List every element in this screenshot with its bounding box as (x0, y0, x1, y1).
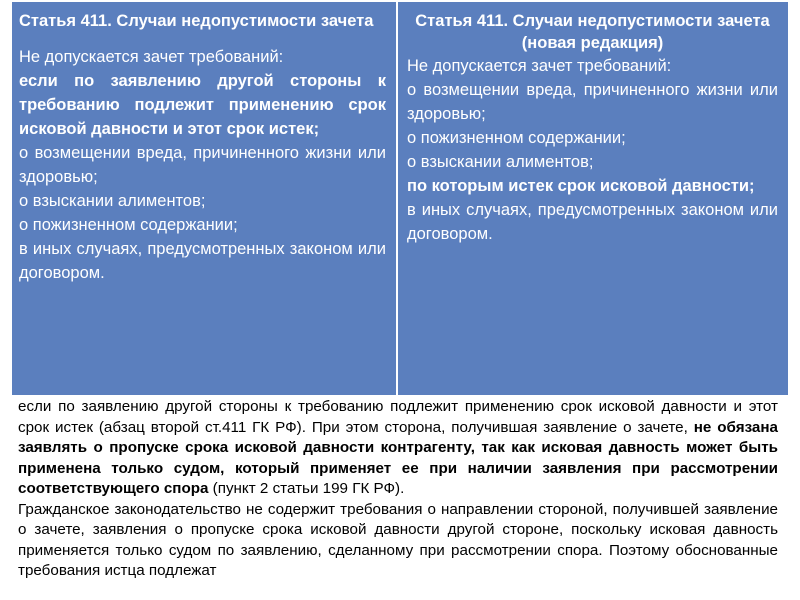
new-edition-column (398, 2, 788, 395)
p1-bold: не обязана заявлять о пропуске срока исковой давности контрагенту, так как исковая давность может быть применена только судом, который применяет ее при наличии заявления при рассмотрении соответствующего спора (18, 418, 779, 497)
explanation-text (18, 397, 778, 582)
p1-normal: если по заявлению другой стороны к требованию подлежит применению срок исковой давности и этот срок истек (абзац второй ст.411 ГК РФ). При этом сторона, получившая заявление о зачете, (18, 398, 778, 436)
new-article-title: Статья 411. Случаи недопустимости зачета (415, 12, 770, 30)
old-edition-column (12, 2, 398, 395)
new-item-alimony: о взыскании алиментов; (407, 153, 594, 171)
new-statute-clause: по которым истек срок исковой давности; (407, 177, 755, 195)
new-item-harm: о возмещении вреда, причиненного жизни или здоровью; (407, 81, 778, 123)
new-intro: Не допускается зачет требований: (407, 57, 672, 75)
old-item-harm: о возмещении вреда, причиненного жизни или здоровью; (19, 144, 386, 186)
p1-end: (пункт 2 статьи 199 ГК РФ). (208, 480, 405, 497)
new-item-other: в иных случаях, предусмотренных законом или договором. (407, 201, 778, 243)
old-item-maintenance: о пожизненном содержании; (19, 216, 238, 234)
explanation-paragraph-2: Гражданское законодательство не содержит требования о направлении стороной, получившей заявление о зачете, заявления о пропуске срока исковой давности другой стороне, поскольку исковая давность применяется только судом по заявлению, сделанному при рассмотрении спора. Поэтому обоснованные требования истца подлежат (18, 500, 778, 579)
old-item-other: в иных случаях, предусмотренных законом или договором. (19, 240, 386, 282)
new-item-maintenance: о пожизненном содержании; (407, 129, 626, 147)
old-statute-clause: если по заявлению другой стороны к требованию подлежит применению срок исковой давности и этот срок истек; (19, 72, 386, 138)
old-article-title: Статья 411. Случаи недопустимости зачета (19, 12, 374, 30)
old-intro: Не допускается зачет требований: (19, 48, 284, 66)
explanation-paragraph-1 (18, 397, 778, 500)
comparison-table (10, 0, 790, 397)
new-edition-label: (новая редакция) (521, 34, 664, 52)
old-item-alimony: о взыскании алиментов; (19, 192, 206, 210)
